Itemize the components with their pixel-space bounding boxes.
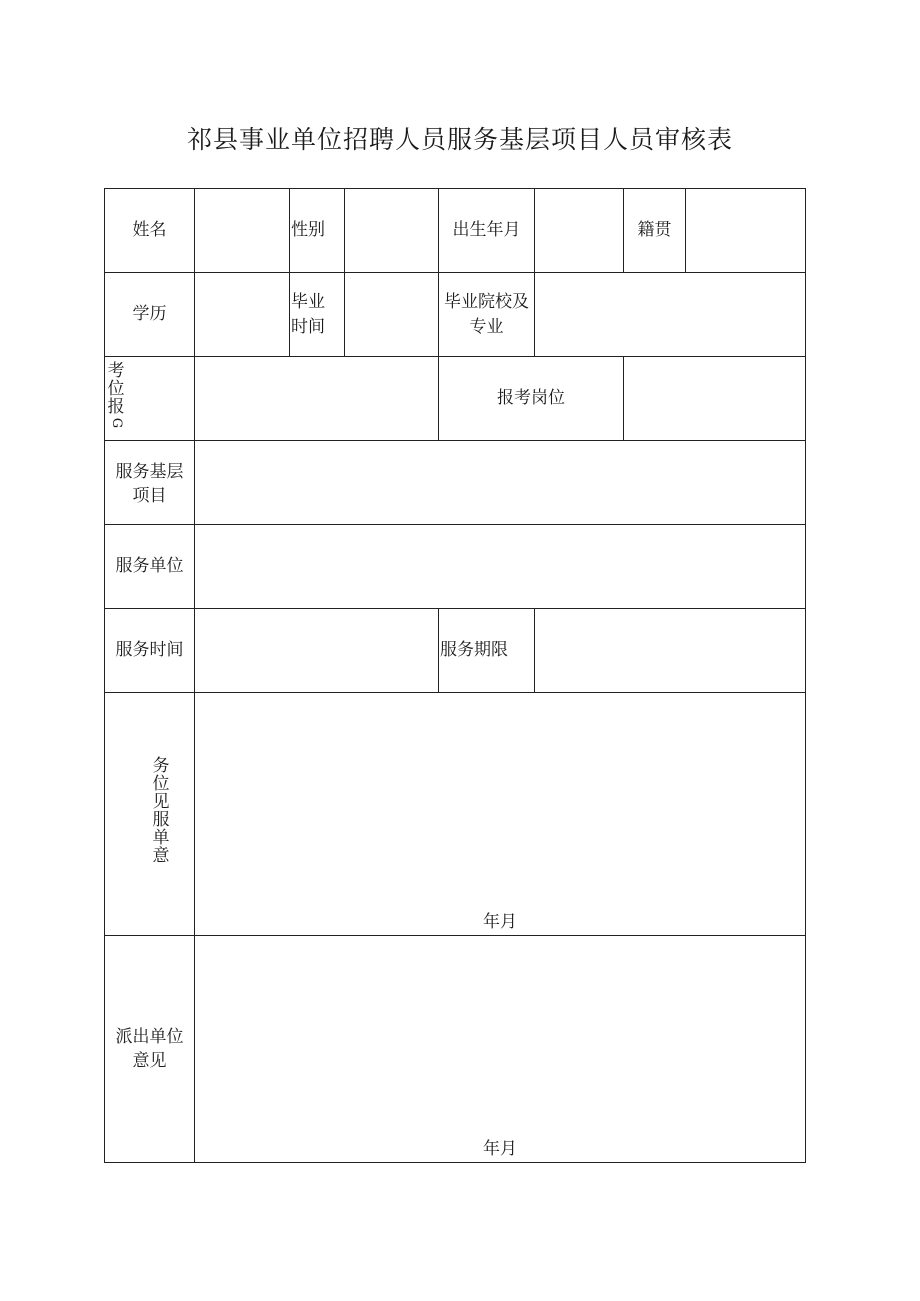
school-major-label-line1: 毕业院校及 bbox=[444, 292, 529, 312]
grassroots-project-label-line2: 项目 bbox=[132, 486, 167, 506]
vertical-char: 单 bbox=[152, 828, 170, 848]
col-divider bbox=[289, 188, 290, 272]
vertical-char-tail: G bbox=[109, 417, 124, 429]
service-term-field[interactable] bbox=[535, 609, 805, 692]
table-border-bottom bbox=[104, 1162, 806, 1163]
table-border-left bbox=[104, 188, 105, 1163]
applied-post-field[interactable] bbox=[624, 357, 805, 440]
service-unit-label: 服务单位 bbox=[115, 556, 184, 576]
dispatch-date-label: 年月 bbox=[483, 1139, 517, 1159]
graduation-time-field[interactable] bbox=[345, 273, 438, 356]
grassroots-project-label-line1: 服务基层 bbox=[115, 462, 184, 482]
dispatch-unit-opinion-label-line2: 意见 bbox=[132, 1051, 167, 1071]
birth-date-field[interactable] bbox=[535, 189, 623, 272]
name-label: 姓名 bbox=[132, 220, 167, 240]
vertical-char: 见 bbox=[152, 792, 170, 812]
native-place-label: 籍贯 bbox=[637, 220, 672, 240]
applied-post-label: 报考岗位 bbox=[497, 388, 565, 408]
vertical-char: 务 bbox=[152, 756, 170, 776]
school-major-field[interactable] bbox=[535, 273, 805, 356]
table-border-right bbox=[805, 188, 806, 1163]
vertical-char: 考 bbox=[107, 361, 125, 381]
service-unit-opinion-vertical-label bbox=[151, 757, 171, 865]
col-divider bbox=[289, 272, 290, 356]
service-unit-opinion-field[interactable] bbox=[195, 693, 805, 901]
col-divider bbox=[438, 608, 439, 692]
dispatch-unit-opinion-label-line1: 派出单位 bbox=[115, 1027, 184, 1047]
service-time-field[interactable] bbox=[195, 609, 438, 692]
opinion-date-label: 年月 bbox=[483, 912, 517, 932]
name-field[interactable] bbox=[195, 189, 289, 272]
vertical-char: 意 bbox=[152, 846, 170, 866]
grassroots-project-field[interactable] bbox=[195, 441, 805, 524]
education-field[interactable] bbox=[195, 273, 289, 356]
page-title: 祁县事业单位招聘人员服务基层项目人员审核表 bbox=[186, 125, 733, 154]
vertical-char: 位 bbox=[107, 379, 125, 399]
native-place-field[interactable] bbox=[686, 189, 805, 272]
vertical-char: 报 bbox=[107, 397, 125, 417]
birth-date-label: 出生年月 bbox=[452, 220, 521, 240]
service-time-label: 服务时间 bbox=[115, 640, 184, 660]
education-label: 学历 bbox=[132, 304, 167, 324]
service-unit-field[interactable] bbox=[195, 525, 805, 608]
exam-position-field[interactable] bbox=[195, 357, 438, 440]
school-major-label-line2: 专业 bbox=[469, 317, 504, 337]
col-divider bbox=[438, 272, 439, 356]
vertical-char: 服 bbox=[152, 810, 170, 830]
gender-label: 性别 bbox=[291, 220, 325, 240]
vertical-char: 位 bbox=[152, 774, 170, 794]
gender-field[interactable] bbox=[345, 189, 438, 272]
dispatch-unit-opinion-field[interactable] bbox=[195, 936, 805, 1130]
graduation-time-label-line1: 毕业 bbox=[291, 292, 325, 312]
service-term-label: 服务期限 bbox=[440, 640, 508, 660]
graduation-time-label-line2: 时间 bbox=[291, 317, 325, 337]
exam-position-vertical-label bbox=[106, 362, 126, 430]
